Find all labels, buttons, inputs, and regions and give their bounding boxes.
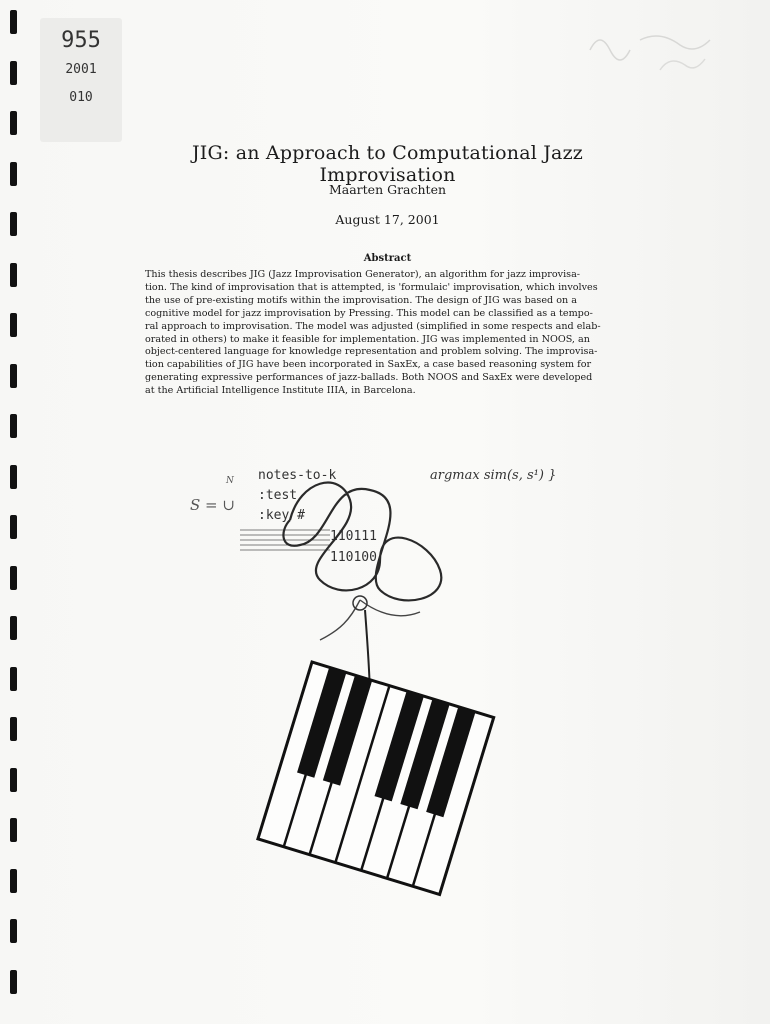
paper-title: JIG: an Approach to Computational Jazz Improvisation <box>191 142 584 186</box>
abstract-line: This thesis describes JIG (Jazz Improvisation Generator), an algorithm for jazz improvisa- <box>145 269 581 280</box>
stamp-number: 955 <box>61 28 101 53</box>
abstract-line: cognitive model for jazz improvisation by Pressing. This model can be classified as a tempo- <box>145 307 593 319</box>
formula-code-line: :key # <box>258 508 305 523</box>
formula-index: N <box>226 476 234 486</box>
formula-code-line: notes-to-k <box>258 468 337 483</box>
abstract-line: the use of pre-existing motifs within the improvisation. The design of JIG was based on a <box>145 294 577 306</box>
abstract-heading: Abstract <box>363 253 412 264</box>
abstract-line: orated in others) to make it feasible for implementation. JIG was implemented in NOOS, an <box>145 333 590 345</box>
abstract-line: ral approach to improvisation. The model was adjusted (simplified in some respects and elab- <box>145 320 601 332</box>
abstract-line: generating expressive performances of jazz-ballads. Both NOOS and SaxEx were developed <box>145 372 593 384</box>
formula-math: argmax sim(s, s¹) } <box>430 468 557 483</box>
abstract-line: tion. The kind of improvisation that is attempted, is 'formulaic' improvisation, which involves <box>145 281 598 293</box>
abstract-line: object-centered language for knowledge representation and problem solving. The improvisa- <box>145 346 598 358</box>
paper-author: Maarten Grachten <box>328 182 447 197</box>
formula-code-line: 110100 <box>330 550 377 565</box>
formula-code-line: 110111 <box>330 529 377 544</box>
formula-set-symbol: S = ∪ <box>190 496 235 514</box>
piano-keyboard-icon <box>258 662 494 894</box>
abstract-line: at the Artificial Intelligence Institute IIIA, in Barcelona. <box>145 385 416 397</box>
scribble-line <box>283 483 441 601</box>
formula-code-line: :test <box>258 488 298 503</box>
stamp-code: 010 <box>69 90 93 105</box>
abstract-line: tion capabilities of JIG have been incorporated in SaxEx, a case based reasoning system for <box>145 359 592 371</box>
stamp-year: 2001 <box>65 62 97 77</box>
paper-date: August 17, 2001 <box>335 212 440 227</box>
